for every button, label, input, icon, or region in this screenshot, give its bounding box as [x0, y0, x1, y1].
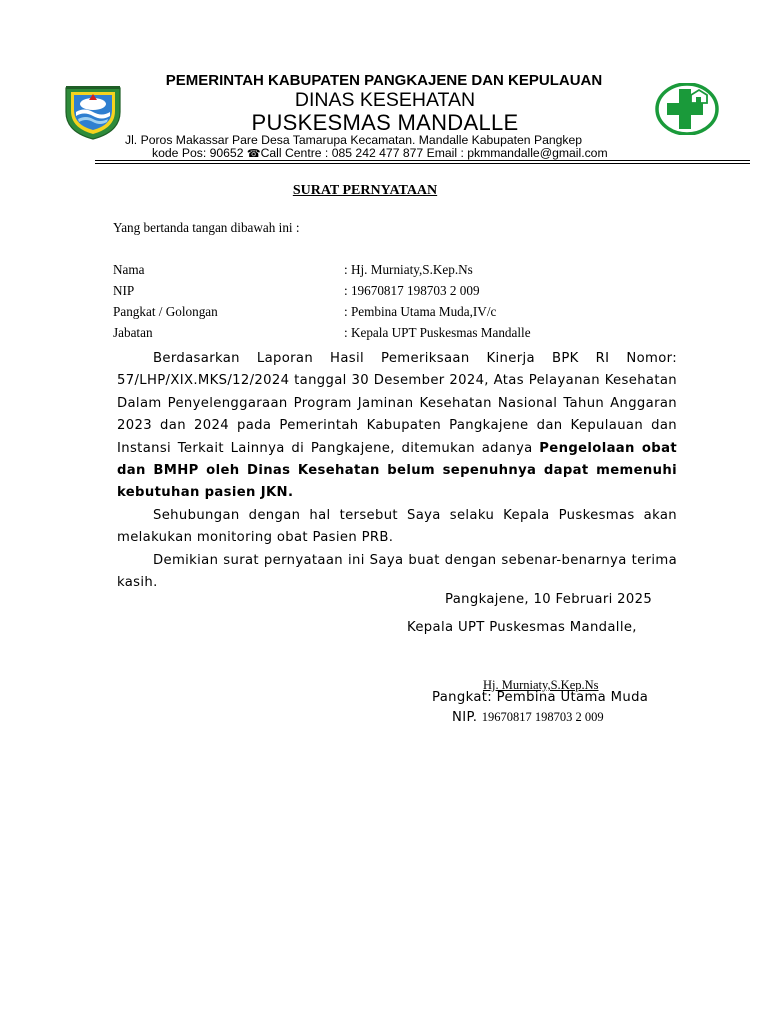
- signatory-position: Kepala UPT Puskesmas Mandalle,: [407, 620, 637, 635]
- statement-body: [117, 348, 677, 594]
- identity-label-rank: Pangkat / Golongan: [113, 304, 218, 319]
- letterhead-institution-line: PUSKESMAS MANDALLE: [251, 110, 519, 135]
- document-title: SURAT PERNYATAAN: [292, 183, 438, 198]
- identity-value-position: : Kepala UPT Puskesmas Mandalle: [344, 325, 531, 340]
- letterhead-department-line: DINAS KESEHATAN: [294, 89, 476, 111]
- phone-icon: ☎: [246, 147, 261, 160]
- signatory-name: Hj. Murniaty,S.Kep.Ns: [483, 678, 599, 692]
- intro-text: Yang bertanda tangan dibawah ini :: [113, 220, 300, 235]
- findings-highlight: Pengelolaan obat dan BMHP oleh Dinas Kesehatan belum sepenuhnya dapat memenuhi kebutuhan pasien JKN.: [117, 440, 677, 501]
- identity-label-nip: NIP: [113, 283, 135, 298]
- findings-text: Berdasarkan Laporan Hasil Pemeriksaan Kinerja BPK RI Nomor: 57/LHP/XIX.MKS/12/2024 tanggal 30 Desember 2024, Atas Pelayanan Kesehatan Dalam Penyelenggaraan Program Jaminan Kesehatan Nasional Tahun Anggaran 2023 dan 2024 pada Pemerintah Kabupaten Pangkajene dan Kepulauan dan Instansi Terkait Lainnya di Pangkajene, ditemukan adanya: [117, 351, 677, 456]
- identity-label-position: Jabatan: [113, 325, 153, 340]
- letterhead-address: Jl. Poros Makassar Pare Desa Tamarupa Kecamatan. Mandalle Kabupaten Pangkep: [125, 133, 583, 147]
- identity-value-rank: : Pembina Utama Muda,IV/c: [344, 304, 497, 319]
- identity-value-name: : Hj. Murniaty,S.Kep.Ns: [344, 262, 473, 277]
- nip-label: NIP.: [452, 710, 482, 725]
- paragraph-action: Sehubungan dengan hal tersebut Saya selaku Kepala Puskesmas akan melakukan monitoring obat Pasien PRB.: [117, 507, 677, 546]
- nip-value: 19670817 198703 2 009: [481, 710, 604, 724]
- letterhead-divider: [95, 160, 750, 161]
- letterhead-government-line: PEMERINTAH KABUPATEN PANGKAJENE DAN KEPULAUAN: [165, 72, 603, 89]
- signatory-nip: [452, 706, 604, 725]
- letterhead-divider-thin: [95, 163, 750, 164]
- identity-label-name: Nama: [113, 262, 145, 277]
- contact-details: Call Centre : 085 242 477 877 Email : pkmmandalle@gmail.com: [260, 146, 608, 160]
- letterhead-contact: [152, 146, 608, 160]
- paragraph-closing: Demikian surat pernyataan ini Saya buat dengan sebenar-benarnya terima kasih.: [117, 552, 677, 591]
- contact-postcode: kode Pos: 90652: [152, 146, 247, 160]
- paragraph-findings: [117, 348, 677, 505]
- identity-value-nip: : 19670817 198703 2 009: [344, 283, 480, 298]
- signatory-rank: Pangkat: Pembina Utama Muda: [432, 690, 649, 705]
- place-date: Pangkajene, 10 Februari 2025: [445, 592, 653, 607]
